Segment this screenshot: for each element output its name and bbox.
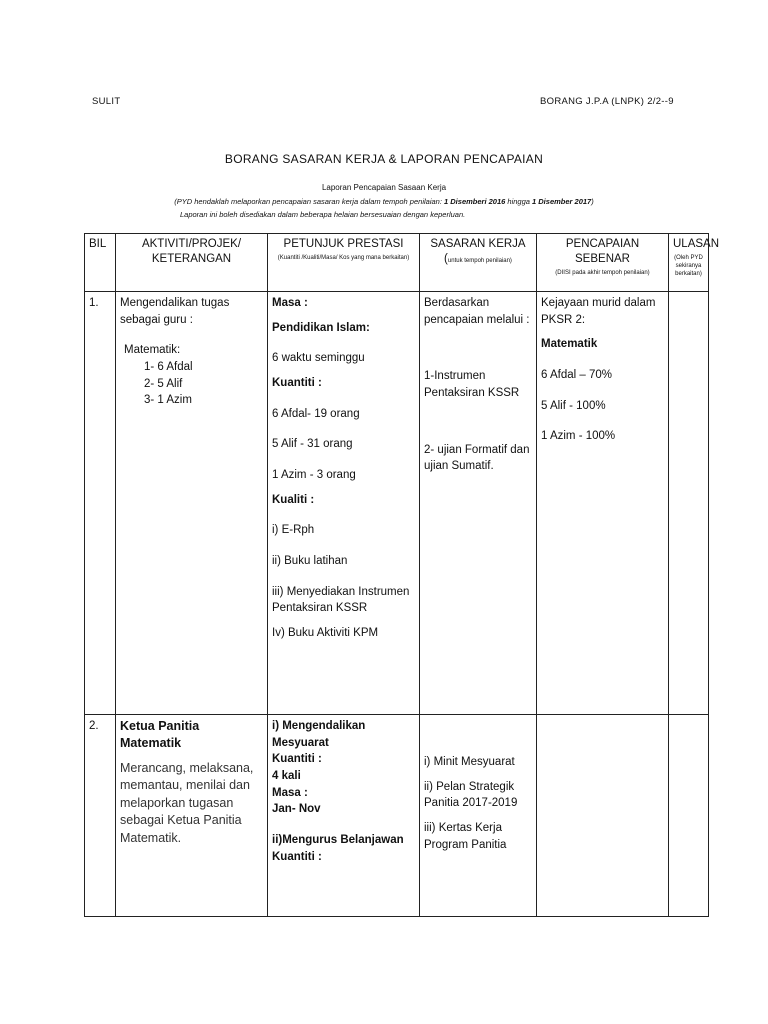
header-bil: BIL: [85, 234, 116, 292]
sasaran-intro: Berdasarkan pencapaian melalui :: [424, 297, 530, 326]
pencapaian-item: 6 Afdal – 70%: [541, 369, 612, 382]
header-ulasan-sub: (Oleh PYD sekiranya berkaitan): [674, 254, 703, 278]
petunjuk-line: Iv) Buku Aktiviti KPM: [272, 627, 379, 640]
pencapaian-item: 5 Alif - 100%: [541, 399, 606, 412]
header-ulasan: [669, 234, 720, 292]
target-report-table: [84, 233, 720, 917]
petunjuk-line: Masa :: [272, 786, 308, 799]
header-sasaran: [420, 234, 537, 292]
header-petunjuk-sub: (Kuantiti /Kualiti/Masa/ Kos yang mana berkaitan): [277, 254, 410, 261]
row2-ulasan: [669, 715, 709, 917]
row2-aktiviti: [116, 715, 268, 917]
header-pencapaian-sub: (DIISI pada akhir tempoh penilaian): [555, 269, 650, 276]
row1-ulasan: [669, 292, 709, 715]
document-title: BORANG SASARAN KERJA & LAPORAN PENCAPAIAN: [224, 152, 544, 166]
header-ulasan-label: ULASAN: [673, 238, 720, 250]
header-petunjuk: [268, 234, 420, 292]
document-subtitle: Laporan Pencapaian Sasaan Kerja: [321, 183, 447, 192]
period-note: [0, 197, 768, 206]
period-note-pre: (PYD hendaklah melaporkan pencapaian sasaran kerja dalam tempoh penilaian:: [174, 197, 445, 206]
row1-aktiviti-item: 2- 5 Alif: [144, 377, 183, 390]
petunjuk-line: 6 Afdal- 19 orang: [272, 407, 360, 420]
header-left-label: SULIT: [92, 96, 121, 107]
row1-aktiviti-item: 3- 1 Azim: [144, 394, 192, 407]
header-sasaran-sub: untuk tempoh penilaian): [447, 257, 512, 264]
sasaran-item: ii) Pelan Strategik Panitia 2017-2019: [424, 780, 518, 810]
petunjuk-line: 5 Alif - 31 orang: [272, 438, 353, 451]
table-header-row: [85, 234, 709, 292]
row1-aktiviti-item: 1- 6 Afdal: [144, 361, 193, 374]
row1-petunjuk: [268, 292, 420, 715]
sasaran-item: iii) Kertas Kerja Program Panitia: [424, 822, 507, 851]
petunjuk-line: iii) Menyediakan Instrumen Pentaksiran KSSR: [272, 585, 410, 615]
row1-aktiviti-subject: Matematik:: [124, 344, 181, 357]
row2-bil: 2.: [85, 715, 116, 917]
sasaran-item: i) Minit Mesyuarat: [424, 756, 515, 768]
row2-aktiviti-title: Ketua Panitia Matematik: [120, 719, 200, 750]
petunjuk-line: ii)Mengurus Belanjawan: [272, 834, 404, 847]
petunjuk-line: Pendidikan Islam:: [272, 321, 370, 334]
row1-pencapaian: [537, 292, 669, 715]
table-row: [85, 715, 709, 917]
period-end: 1 Disember 2017: [532, 197, 592, 206]
petunjuk-line: 6 waktu seminggu: [272, 352, 365, 365]
row1-aktiviti: [116, 292, 268, 715]
table-row: [85, 292, 709, 715]
helper-note: Laporan ini boleh disediakan dalam beberapa helaian bersesuaian dengan keperluan.: [180, 210, 466, 219]
header-pencapaian: [537, 234, 669, 292]
petunjuk-line: i) Mengendalikan Mesyuarat: [272, 720, 366, 749]
sasaran-item: 1-Instrumen Pentaksiran KSSR: [424, 370, 520, 400]
petunjuk-line: i) E-Rph: [272, 524, 315, 537]
row2-petunjuk: [268, 715, 420, 917]
petunjuk-line: Masa :: [272, 297, 308, 309]
pencapaian-intro: Kejayaan murid dalam PKSR 2:: [541, 297, 656, 326]
header-pencapaian-label: PENCAPAIAN SEBENAR: [565, 238, 640, 265]
period-note-mid: hingga: [505, 197, 533, 206]
petunjuk-line: Kualiti :: [272, 493, 315, 506]
petunjuk-line: Jan- Nov: [272, 803, 321, 816]
row1-bil: 1.: [85, 292, 116, 715]
row1-aktiviti-title: Mengendalikan tugas sebagai guru :: [120, 297, 230, 326]
petunjuk-line: 1 Azim - 3 orang: [272, 469, 356, 482]
period-start: 1 Disemberi 2016: [444, 197, 506, 206]
form-code: BORANG J.P.A (LNPK) 2/2--9: [540, 96, 674, 107]
header-aktiviti: AKTIVITI/PROJEK/ KETERANGAN: [116, 234, 268, 292]
petunjuk-line: ii) Buku latihan: [272, 555, 348, 568]
header-sasaran-paren: (: [444, 252, 448, 265]
row2-pencapaian: [537, 715, 669, 917]
petunjuk-line: 4 kali: [272, 770, 301, 783]
sasaran-item: 2- ujian Formatif dan ujian Sumatif.: [424, 443, 530, 473]
row1-sasaran: [420, 292, 537, 715]
row2-sasaran: [420, 715, 537, 917]
petunjuk-line: Kuantiti :: [272, 377, 322, 390]
pencapaian-subject: Matematik: [541, 338, 598, 351]
period-note-post: ): [591, 197, 594, 206]
petunjuk-line: Kuantiti :: [272, 753, 322, 766]
pencapaian-item: 1 Azim - 100%: [541, 430, 616, 443]
header-sasaran-label: SASARAN KERJA: [430, 238, 526, 250]
header-petunjuk-label: PETUNJUK PRESTASI: [283, 238, 404, 250]
row2-aktiviti-desc: Merancang, melaksana, memantau, menilai dan melaporkan tugasan sebagai Ketua Panitia Matematik.: [120, 760, 254, 845]
petunjuk-line: Kuantiti :: [272, 850, 322, 863]
